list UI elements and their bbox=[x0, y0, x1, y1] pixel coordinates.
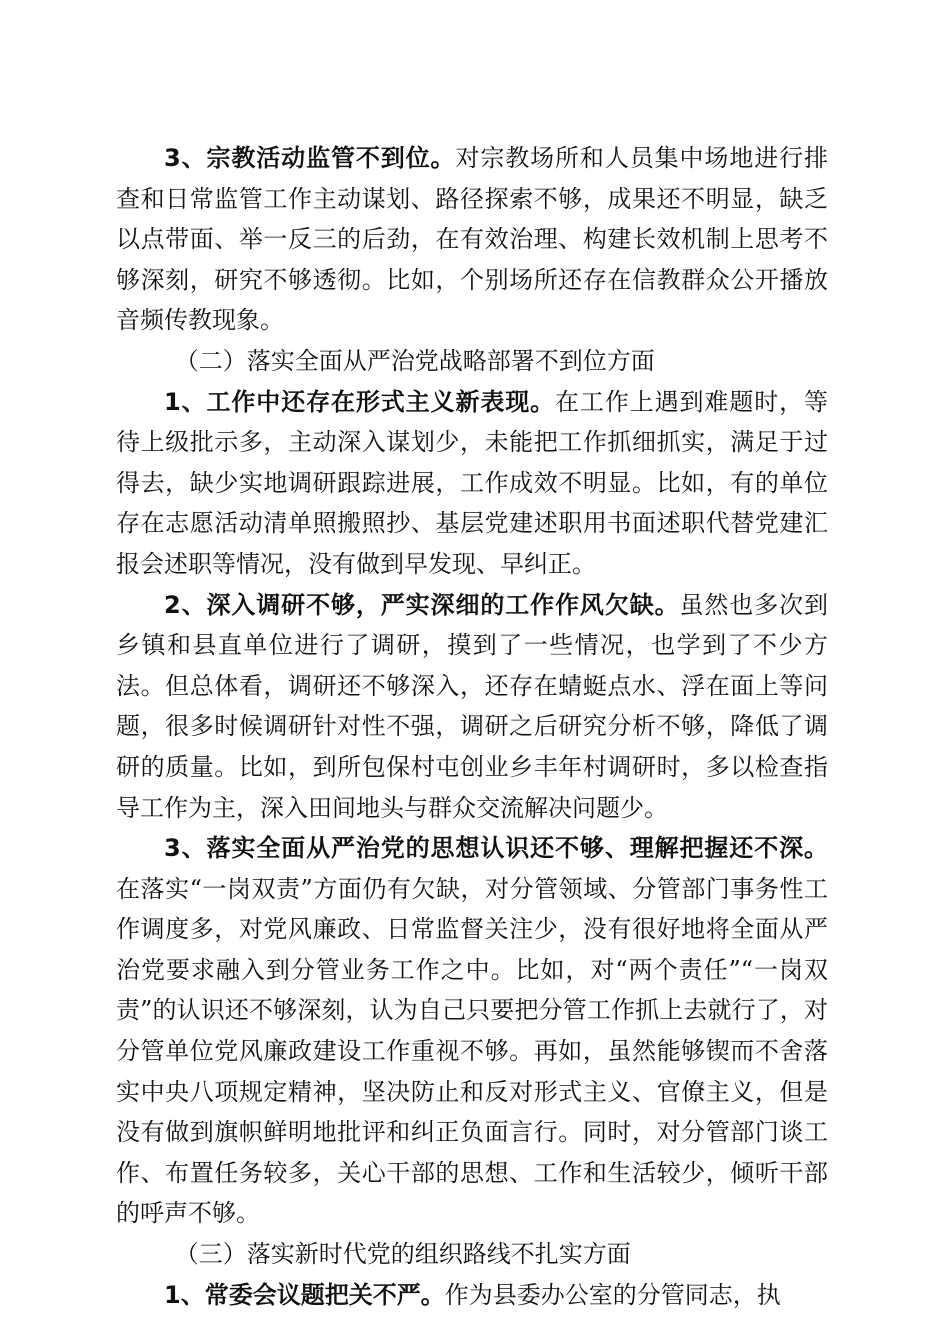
paragraph-research bbox=[116, 585, 828, 829]
section-heading-2: （二）落实全面从严治党战略部署不到位方面 bbox=[174, 346, 655, 375]
paragraph-lead: 1、工作中还存在形式主义新表现。 bbox=[164, 387, 556, 416]
paragraph-body: 对宗教场所和人员集中场地进行排查和日常监管工作主动谋划、路径探索不够，成果还不明显，缺乏以点带面、举一反三的后劲，在有效治理、构建长效机制上思考不够深刻，研究不够透彻。比如，个别场所还存在信教群众公开播放音频传教现象。 bbox=[116, 144, 828, 335]
paragraph-body: 虽然也多次到乡镇和县直单位进行了调研，摸到了一些情况，也学到了不少方法。但总体看，调研还不够深入，还存在蜻蜓点水、浮在面上等问题，很多时候调研针对性不强，调研之后研究分析不够，降低了调研的质量。比如，到所包保村屯创业乡丰年村调研时，多以检查指导工作为主，深入田间地头与群众交流解决问题少。 bbox=[116, 590, 828, 822]
section-heading-3: （三）落实新时代党的组织路线不扎实方面 bbox=[174, 1240, 631, 1269]
paragraph-lead: 3、落实全面从严治党的思想认识还不够、理解把握还不深。 bbox=[164, 834, 828, 863]
paragraph-formalism bbox=[116, 382, 828, 585]
paragraph-party-governance bbox=[116, 828, 828, 1234]
paragraph-body: 在工作上遇到难题时，等待上级批示多，主动深入谋划少，未能把工作抓细抓实，满足于过得去，缺少实地调研跟踪进展，工作成效不明显。比如，有的单位存在志愿活动清单照搬照抄、基层党建述职用书面述职代替党建汇报会述职等情况，没有做到早发现、早纠正。 bbox=[116, 387, 829, 578]
paragraph-body: 作为县委办公室的分管同志，执 bbox=[444, 1280, 781, 1309]
paragraph-lead: 1、常委会议题把关不严。 bbox=[164, 1280, 445, 1309]
document-body bbox=[116, 138, 828, 1315]
paragraph-lead: 3、宗教活动监管不到位。 bbox=[164, 144, 456, 172]
paragraph-religious-supervision bbox=[116, 138, 828, 341]
paragraph-body: 在落实“一岗双责”方面仍有欠缺，对分管领域、分管部门事务性工作调度多，对党风廉政、日常监督关注少，没有很好地将全面从严治党要求融入到分管业务工作之中。比如，对“两个责任”“一岗双责”的认识还不够深刻，认为自己只要把分管工作抓上去就行了，对分管单位党风廉政建设工作重视不够。再如，虽然能够锲而不舍落实中央八项规定精神，坚决防止和反对形式主义、官僚主义，但是没有做到旗帜鲜明地批评和纠正负面言行。同时，对分管部门谈工作、布置任务较多，关心干部的思想、工作和生活较少，倾听干部的呼声不够。 bbox=[116, 874, 828, 1228]
paragraph-lead: 2、深入调研不够，严实深细的工作作风欠缺。 bbox=[164, 590, 680, 619]
paragraph-standing-committee bbox=[116, 1275, 828, 1316]
